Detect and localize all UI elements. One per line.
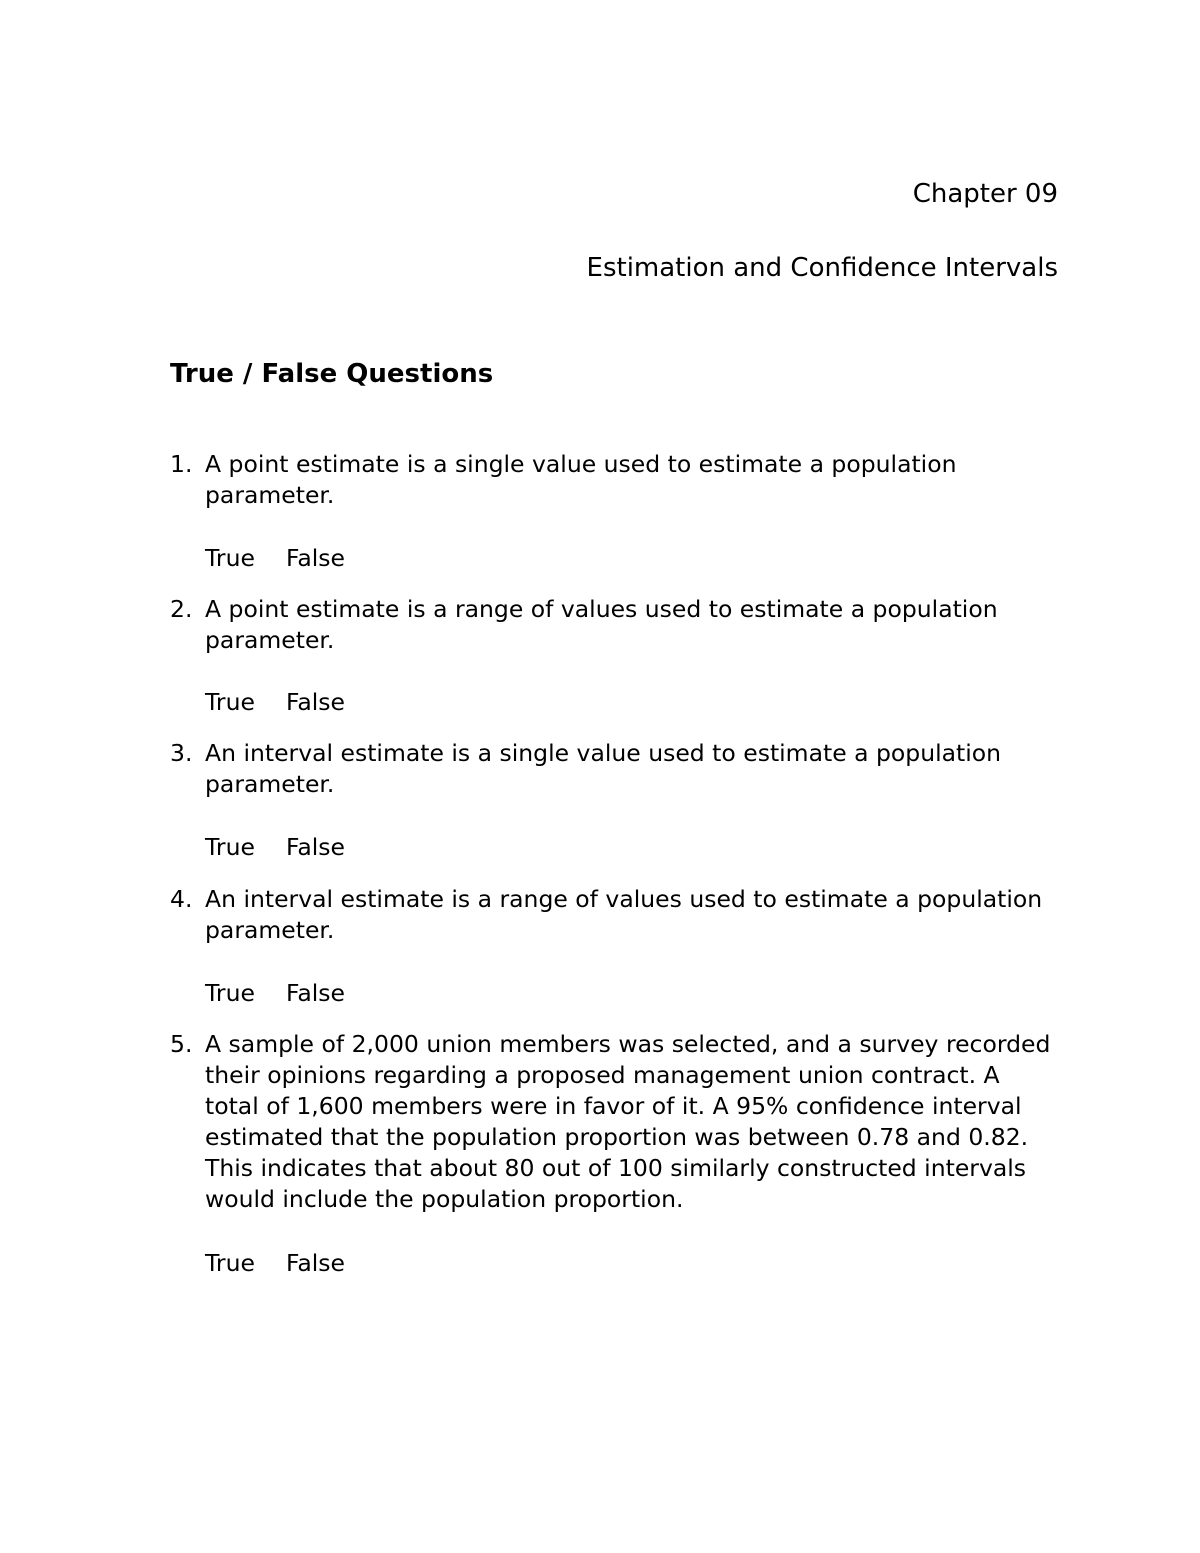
question-4 — [170, 884, 1060, 946]
answer-options-2 — [205, 687, 345, 718]
question-text: An interval estimate is a single value used to estimate a population parameter. — [205, 739, 1002, 798]
question-number: 1. — [170, 450, 193, 478]
option-true[interactable]: True — [205, 833, 255, 861]
option-true[interactable]: True — [205, 688, 255, 716]
option-false[interactable]: False — [286, 544, 345, 572]
answer-options-5 — [205, 1248, 345, 1279]
question-text: A sample of 2,000 union members was selected, and a survey recorded their opinions regarding a proposed management union contract. A total of 1,600 members were in favor of it. A 95% confidence interval estimated that the population proportion was between 0.78 and 0.82. This indicates that about 80 out of 100 similarly constructed intervals would include the population proportion. — [205, 1030, 1051, 1213]
question-text: A point estimate is a range of values used to estimate a population parameter. — [205, 595, 998, 654]
question-2 — [170, 594, 1060, 656]
option-false[interactable]: False — [286, 688, 345, 716]
question-number: 3. — [170, 739, 193, 767]
question-number: 4. — [170, 885, 193, 913]
answer-options-3 — [205, 832, 345, 863]
option-true[interactable]: True — [205, 979, 255, 1007]
answer-options-1 — [205, 543, 345, 574]
question-text: A point estimate is a single value used to estimate a population parameter. — [205, 450, 957, 509]
option-true[interactable]: True — [205, 1249, 255, 1277]
question-3 — [170, 738, 1060, 800]
section-heading: True / False Questions — [170, 359, 494, 389]
option-false[interactable]: False — [286, 833, 345, 861]
question-text: An interval estimate is a range of values used to estimate a population parameter. — [205, 885, 1043, 944]
question-1 — [170, 449, 1060, 511]
question-number: 2. — [170, 595, 193, 623]
chapter-label: Chapter 09 — [912, 179, 1058, 209]
option-false[interactable]: False — [286, 1249, 345, 1277]
option-false[interactable]: False — [286, 979, 345, 1007]
answer-options-4 — [205, 978, 345, 1009]
option-true[interactable]: True — [205, 544, 255, 572]
chapter-title: Estimation and Confidence Intervals — [586, 253, 1058, 283]
question-5 — [170, 1029, 1060, 1215]
question-number: 5. — [170, 1030, 193, 1058]
